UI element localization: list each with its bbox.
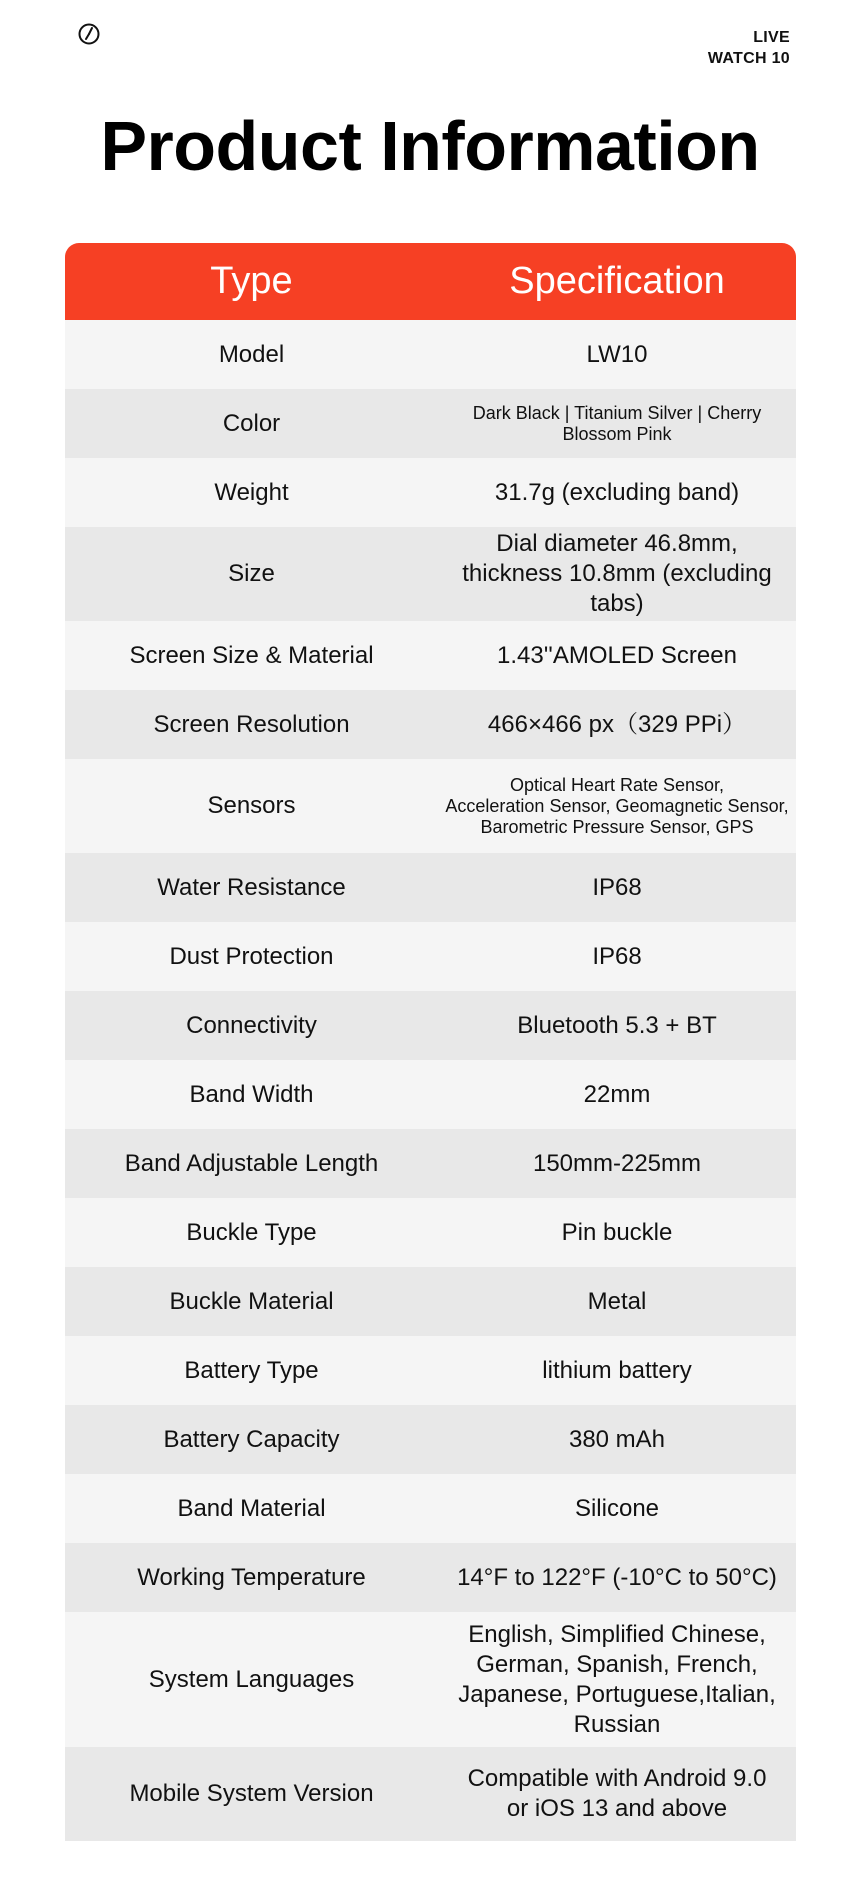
row-spec: [438, 1563, 796, 1593]
table-row: [65, 991, 796, 1060]
table-header: [65, 243, 796, 320]
spec-line: Pin buckle: [561, 1218, 673, 1246]
row-spec: [438, 1425, 796, 1455]
row-type: Size: [228, 560, 275, 587]
row-type: Buckle Material: [169, 1287, 334, 1315]
row-spec: [438, 775, 796, 838]
spec-line: 466×466 px（329 PPi）: [487, 710, 747, 738]
table-row: [65, 1474, 796, 1543]
row-type: Screen Resolution: [153, 710, 350, 738]
table-row: [65, 1198, 796, 1267]
row-type: Dust Protection: [169, 942, 334, 970]
spec-line: Bluetooth 5.3 + BT: [517, 1011, 717, 1039]
row-type: Band Width: [189, 1080, 314, 1108]
header-specification: Specification: [509, 260, 725, 302]
table-row: [65, 690, 796, 759]
table-row: [65, 922, 796, 991]
brand-line-1: LIVE: [753, 29, 790, 46]
row-type: Color: [222, 409, 281, 437]
spec-line: Optical Heart Rate Sensor,: [509, 774, 725, 795]
table-row: [65, 1612, 796, 1747]
row-type: Sensors: [207, 792, 296, 819]
brand-wordmark: [708, 27, 790, 69]
row-spec: [438, 942, 796, 972]
spec-line: 1.43''AMOLED Screen: [497, 641, 737, 669]
spec-line: IP68: [592, 942, 642, 970]
header-type: Type: [210, 260, 293, 302]
row-spec: [438, 1287, 796, 1317]
row-type: Water Resistance: [157, 873, 346, 901]
row-type: Battery Type: [184, 1356, 319, 1384]
spec-line: lithium battery: [542, 1356, 692, 1384]
row-spec: [438, 1356, 796, 1386]
row-spec: [438, 403, 796, 445]
table-body: [65, 320, 796, 1841]
row-type: Band Adjustable Length: [124, 1149, 379, 1177]
row-type: Weight: [214, 478, 289, 506]
row-type: Buckle Type: [186, 1218, 317, 1246]
row-spec: [438, 641, 796, 671]
row-spec: [438, 1620, 796, 1740]
row-type: Mobile System Version: [129, 1780, 374, 1807]
logo-icon: [77, 22, 101, 46]
spec-table: [65, 243, 796, 1841]
table-row: [65, 759, 796, 853]
table-row: [65, 1267, 796, 1336]
table-row: [65, 1060, 796, 1129]
row-spec: [438, 340, 796, 370]
row-spec: [438, 1011, 796, 1041]
table-row: [65, 527, 796, 621]
spec-line: Dark Black | Titanium Silver | Cherry Blossom Pink: [472, 402, 762, 444]
spec-line: Metal: [587, 1287, 647, 1315]
spec-line: thickness 10.8mm (excluding tabs): [462, 560, 772, 617]
spec-line: Compatible with Android 9.0: [467, 1765, 767, 1792]
row-spec: [438, 1080, 796, 1110]
row-type: Working Temperature: [137, 1563, 366, 1591]
row-type: Band Material: [177, 1494, 326, 1522]
table-row: [65, 389, 796, 458]
row-spec: [438, 1149, 796, 1179]
row-spec: [438, 873, 796, 903]
spec-line: 22mm: [583, 1080, 651, 1108]
spec-line: German, Spanish, French,: [476, 1650, 758, 1678]
table-row: [65, 621, 796, 690]
row-spec: [438, 478, 796, 508]
table-row: [65, 1129, 796, 1198]
row-spec: [438, 1218, 796, 1248]
row-type: Battery Capacity: [163, 1425, 340, 1453]
row-spec: [438, 1764, 796, 1824]
row-type: Connectivity: [186, 1011, 317, 1039]
spec-line: 31.7g (excluding band): [494, 478, 740, 506]
table-row: [65, 853, 796, 922]
spec-line: LW10: [586, 340, 648, 368]
row-spec: [438, 529, 796, 619]
table-row: [65, 1747, 796, 1841]
spec-line: 150mm-225mm: [532, 1149, 702, 1177]
row-spec: [438, 710, 796, 740]
table-row: [65, 1336, 796, 1405]
brand-line-2: WATCH 10: [707, 50, 790, 67]
spec-line: 380 mAh: [568, 1425, 666, 1453]
spec-line: Barometric Pressure Sensor, GPS: [480, 816, 754, 837]
spec-line: IP68: [592, 873, 642, 901]
spec-line: Acceleration Sensor, Geomagnetic Sensor,: [445, 795, 789, 816]
row-spec: [438, 1494, 796, 1524]
spec-line: Dial diameter 46.8mm,: [496, 530, 738, 557]
table-row: [65, 1405, 796, 1474]
table-row: [65, 320, 796, 389]
spec-line: or iOS 13 and above: [506, 1795, 728, 1822]
row-type: Model: [218, 340, 285, 368]
table-row: [65, 458, 796, 527]
table-row: [65, 1543, 796, 1612]
spec-line: English, Simplified Chinese,: [468, 1620, 766, 1648]
spec-line: Japanese, Portuguese,Italian, Russian: [458, 1680, 776, 1738]
page-title: Product Information: [100, 107, 760, 185]
spec-line: Silicone: [574, 1494, 660, 1522]
spec-line: 14°F to 122°F (-10°C to 50°C): [457, 1563, 777, 1591]
row-type: System Languages: [148, 1665, 355, 1693]
row-type: Screen Size & Material: [129, 641, 374, 669]
